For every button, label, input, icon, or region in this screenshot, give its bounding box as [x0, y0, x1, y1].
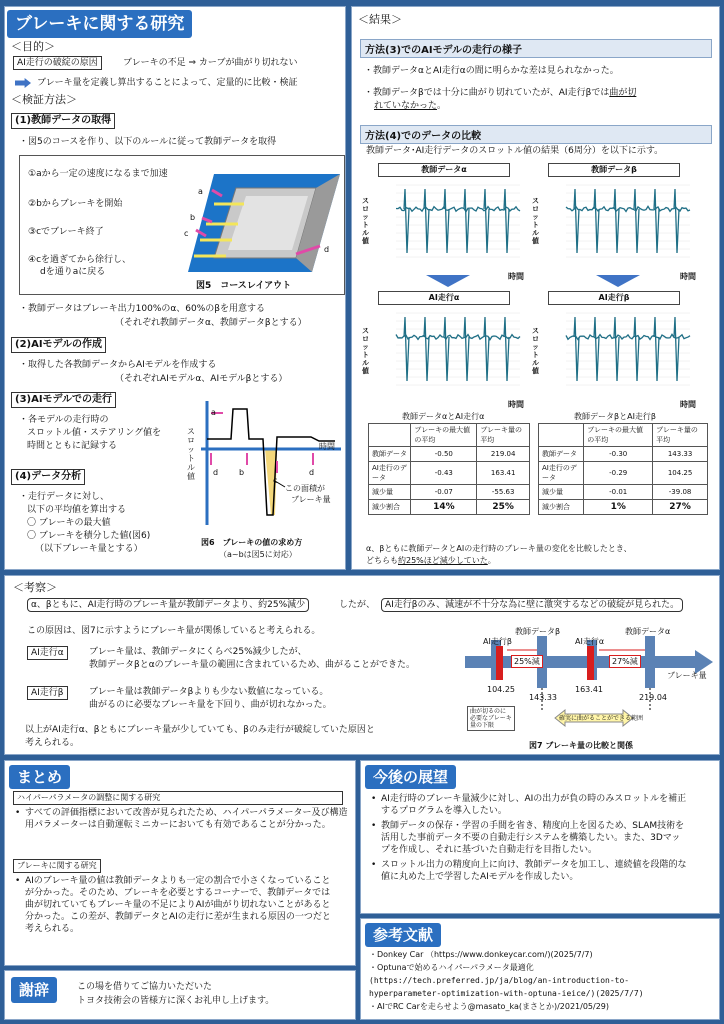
discussion-panel — [4, 575, 720, 755]
chart-xlabel-2: 時間 — [680, 272, 696, 281]
course-layout-diagram — [186, 160, 342, 280]
left-title: ブレーキに関する研究 — [7, 10, 192, 38]
thanks-text-1: この場を借りてご協力いただいた — [77, 982, 213, 992]
method-header: ＜検証方法＞ — [11, 93, 77, 106]
purpose-box: AI走行の破綻の原因 — [13, 56, 102, 70]
discussion-box-2: AI走行βのみ、減速が不十分な為に壁に激突するなどの破綻が見られた。 — [381, 598, 683, 612]
chart-xlabel-4: 時間 — [680, 400, 696, 409]
beta-box: AI走行β — [27, 686, 68, 700]
fig6-label-c: c — [273, 476, 278, 485]
future-list — [369, 793, 689, 883]
throttle-chart-teacher-alpha — [374, 179, 524, 269]
fig5-caption: 図5 コースレイアウト — [196, 281, 292, 291]
down-arrow-beta — [596, 275, 640, 287]
s2-text1: ・取得した各教師データからAIモデルを作成する — [19, 360, 217, 370]
m3-bullet-1: ・教師データαとAI走行αの間に明らかな差は見られなかった。 — [364, 66, 619, 76]
table-a-title: 教師データαとAI走行α — [402, 412, 485, 421]
fig6-caption2: （a~bは図5に対応） — [219, 550, 297, 559]
table-beta: ブレーキの最大値の平均 ブレーキ量の平均 教師データ -0.30 143.33 AI走行のデータ -0.29 104.25 減少量 -0.01 -39.08 減少割合 1% 27% — [538, 423, 708, 515]
fig7-value-3: 163.41 — [575, 685, 603, 694]
fig7-pct-1: 25%減 — [511, 655, 543, 668]
future-item-3: • スロットル出力の精度向上に向け、教師データを加工し、連続値を段階的な値に丸めた上で学習したAIモデルを作成したい。 — [369, 859, 689, 883]
fig7-label-teacher-alpha: 教師データα — [625, 627, 671, 636]
s4-text-2: 以下の平均値を算出する — [27, 505, 127, 515]
m3-header: 方法(3)でのAIモデルの走行の様子 — [360, 39, 712, 58]
chart-title-teacher-beta: 教師データβ — [548, 163, 680, 177]
fig6-ylabel: スロットル値 — [187, 427, 195, 481]
summary-list-1 — [13, 807, 351, 831]
chart-title-ai-alpha: AI走行α — [378, 291, 510, 305]
fig7-range-label: 確実に曲がることができる範囲 — [559, 715, 644, 722]
future-item-2: • 教師データの保存・学習の手間を省き、精度向上を図るため、SLAM技術を活用した事前データ不要の自動走行システムを構築したい。また、3Dマップを作成し、それに基づいた自動走行を目指したい。 — [369, 820, 689, 856]
thanks-panel — [4, 970, 356, 1020]
fig7-caption: 図7 ブレーキ量の比較と関係 — [529, 741, 634, 750]
summary-sub2: ブレーキに関する研究 — [13, 859, 101, 873]
fig7-note — [467, 706, 515, 731]
fig5-label-c: c — [184, 229, 189, 238]
s3-text-1: ・各モデルの走行時の — [19, 415, 109, 425]
future-title: 今後の展望 — [365, 765, 456, 789]
table-alpha: ブレーキの最大値の平均 ブレーキ量の平均 教師データ -0.50 219.04 AI走行のデータ -0.43 163.41 減少量 -0.07 -55.63 減少割合 14% 25% — [368, 423, 530, 515]
m4-text: 教師データ･AI走行データのスロットル値の結果（6周分）を以下に示す。 — [366, 146, 664, 156]
chart-xlabel-3: 時間 — [508, 400, 524, 409]
rule-3: ③cでブレーキ終了 — [28, 227, 104, 237]
s4-text-1: ・走行データに対し、 — [19, 492, 110, 502]
discussion-box-1: α、βともに、AI走行時のブレーキ量が教師データより、約25%減少 — [27, 598, 309, 612]
discussion-header: ＜考察＞ — [13, 581, 57, 594]
s1-header: (1)教師データの取得 — [11, 113, 115, 129]
beta-text-1: ブレーキ量は教師データβよりも少ない数値になっている。 — [89, 687, 329, 697]
down-arrow-alpha — [426, 275, 470, 287]
results-header: ＜結果＞ — [358, 13, 402, 26]
throttle-chart-ai-beta — [544, 307, 694, 397]
results-panel — [351, 6, 720, 570]
discussion-p1: この原因は、図7に示すようにブレーキ量が関係していると考えられる。 — [27, 626, 321, 636]
s3-header: (3)AIモデルでの走行 — [11, 392, 116, 408]
s3-text-2: スロットル値・ステアリング値を — [27, 428, 162, 438]
s1-note1: ・教師データはブレーキ出力100%のα、60%のβを用意する — [19, 304, 266, 314]
s4-text-5: （以下ブレーキ量とする） — [35, 544, 143, 554]
fig6-label-b: b — [239, 468, 245, 477]
future-panel — [360, 760, 720, 914]
fig7-label-teacher-beta: 教師データβ — [515, 627, 561, 636]
ref-line-2: ・Optunaで始めるハイパーパラメータ最適化 — [369, 963, 534, 972]
s2-text2: （それぞれAIモデルα、AIモデルβとする） — [115, 374, 288, 384]
ref-line-5: ・AIでRC Carを走らせよう@masato_ka(まさとか)/2021/05/29) — [369, 1002, 610, 1011]
fig7-label-ai-beta: AI走行β — [483, 637, 512, 646]
chart-xlabel-1: 時間 — [508, 272, 524, 281]
summary-sub1: ハイパーパラメータの調整に関する研究 — [13, 791, 343, 805]
ref-line-1: ・Donkey Car （https://www.donkeycar.com/)(2025/7/7) — [369, 950, 593, 959]
fig6-label-a: a — [211, 408, 216, 417]
m3-bullet-2b: れていなかった。 — [374, 101, 447, 111]
chart-title-ai-beta: AI走行β — [548, 291, 680, 305]
s1-note2: （それぞれ教師データα、教師データβとする） — [115, 318, 307, 328]
ref-line-3: (https://tech.preferred.jp/ja/blog/an-introduction-to- — [369, 976, 630, 985]
fig6-caption: 図6 ブレーキの値の求め方 — [201, 538, 303, 547]
fig6-area-label-1: この面積が — [285, 484, 325, 493]
fig7-value-2: 143.33 — [529, 693, 557, 702]
summary-item-2: • AIのブレーキ量の値は教師データよりも一定の割合で小さくなっていることが分かった。そのため、ブレーキを必要とするコーナーで、教師データでは曲が切れていてもブレーキ量の不足によりAIが曲がり切れないことがあると分かった。この差が、教師データとAIの走行に差が生まれる原因の一つだと考えられる。 — [13, 875, 333, 935]
thanks-text-2: トヨタ技術会の皆様方に深くお礼申し上げます。 — [77, 996, 275, 1006]
s3-text-3: 時間とともに記録する — [27, 441, 118, 451]
beta-text-2: 曲がるのに必要なブレーキ量を下回り、曲が切れなかった。 — [89, 700, 332, 710]
s1-text: ・図5のコースを作り、以下のルールに従って教師データを取得 — [19, 137, 277, 147]
thanks-title: 謝辞 — [11, 977, 57, 1003]
m3-bullet-2: ・教師データβでは十分に曲がり切れていたが、AI走行βでは曲が切 — [364, 88, 637, 98]
discussion-mid: したが、 — [339, 600, 376, 610]
arrow-right-icon — [15, 78, 31, 88]
chart-ylabel-4: スロットル値 — [532, 327, 539, 375]
purpose-arrow-text: ブレーキ量を定義し算出することによって、定量的に比較・検証 — [37, 78, 298, 88]
fig6 — [183, 397, 343, 567]
future-item-1: • AI走行時のブレーキ量減少に対し、AIの出力が負の時のみスロットルを補正するプログラムを導入したい。 — [369, 793, 689, 817]
purpose-header: ＜目的＞ — [11, 40, 55, 53]
fig6-area-label-2: ブレーキ量 — [291, 495, 331, 504]
s2-header: (2)AIモデルの作成 — [11, 337, 106, 353]
summary-list-2 — [13, 875, 333, 935]
references-panel — [360, 918, 720, 1020]
s4-header: (4)データ分析 — [11, 469, 85, 485]
results-summary-1: α、βともに教師データとAIの走行時のブレーキ量の変化を比較したとき、 — [366, 544, 632, 553]
fig5-label-d: d — [324, 245, 330, 254]
fig7-label-ai-alpha: AI走行α — [575, 637, 605, 646]
rule-4: ④cを過ぎてから徐行し、 — [28, 255, 132, 265]
rule-1: ①aから一定の速度になるまで加速 — [28, 169, 168, 179]
fig5-label-a: a — [198, 187, 203, 196]
chart-ylabel-3: スロットル値 — [362, 327, 369, 375]
s4-text-4: 〇 ブレーキを積分した値(図6) — [27, 531, 151, 541]
fig5-label-b: b — [190, 213, 196, 222]
fig7-value-1: 104.25 — [487, 685, 515, 694]
fig7-note-1: 曲が切るのに — [470, 708, 507, 715]
throttle-chart-ai-alpha — [374, 307, 524, 397]
s4-text-3: 〇 ブレーキの最大値 — [27, 518, 111, 528]
summary-panel — [4, 760, 356, 966]
fig6-plot — [201, 397, 341, 525]
chart-title-teacher-alpha: 教師データα — [378, 163, 510, 177]
summary-item-1: • すべての評価指標において改善が見られたため、ハイパーパラメーター及び構造用パラメーターは自動運転ミニカーにおいても有効であることが分かった。 — [13, 807, 351, 831]
fig6-label-d2: d — [309, 468, 315, 477]
throttle-chart-teacher-beta — [544, 179, 694, 269]
references-title: 参考文献 — [365, 923, 441, 947]
fig7-axis-label: ブレーキ量 — [667, 671, 707, 680]
rule-4b: dを通りaに戻る — [40, 267, 106, 277]
fig7-note-2: 必要なブレーキ — [470, 715, 512, 722]
ref-line-4: hyperparameter-optimization-with-optuna-ieice/)(2025/7/7) — [369, 989, 644, 998]
chart-ylabel-2: スロットル値 — [532, 197, 539, 245]
m4-header: 方法(4)でのデータの比較 — [360, 125, 712, 144]
summary-title: まとめ — [9, 765, 70, 789]
fig7-note-3: 量の下限 — [470, 722, 495, 729]
fig7-value-4: 219.04 — [639, 693, 667, 702]
discussion-conclusion-2: 考えられる。 — [25, 738, 80, 748]
chart-ylabel-1: スロットル値 — [362, 197, 369, 245]
rule-2: ②bからブレーキを開始 — [28, 199, 123, 209]
fig5-box — [19, 155, 345, 295]
results-summary-2: どちらも約25%ほど減少していた。 — [366, 556, 496, 565]
alpha-text-1: ブレーキ量は、教師データにくらべ25%減少したが、 — [89, 647, 307, 657]
discussion-conclusion-1: 以上がAI走行α、βともにブレーキ量が少していても、βのみ走行が破綻していた原因と — [25, 725, 375, 735]
table-b-title: 教師データβとAI走行β — [574, 412, 657, 421]
fig6-xlabel: 時間 — [319, 442, 335, 451]
fig7 — [463, 622, 715, 754]
left-panel — [4, 6, 346, 570]
fig6-label-d1: d — [213, 468, 219, 477]
alpha-box: AI走行α — [27, 646, 68, 660]
fig7-pct-2: 27%減 — [609, 655, 641, 668]
alpha-text-2: 教師データβとαのブレーキ量の範囲に含まれているため、曲がることができた。 — [89, 660, 415, 670]
purpose-text: ブレーキの不足 ⇒ カーブが曲がり切れない — [123, 58, 298, 68]
